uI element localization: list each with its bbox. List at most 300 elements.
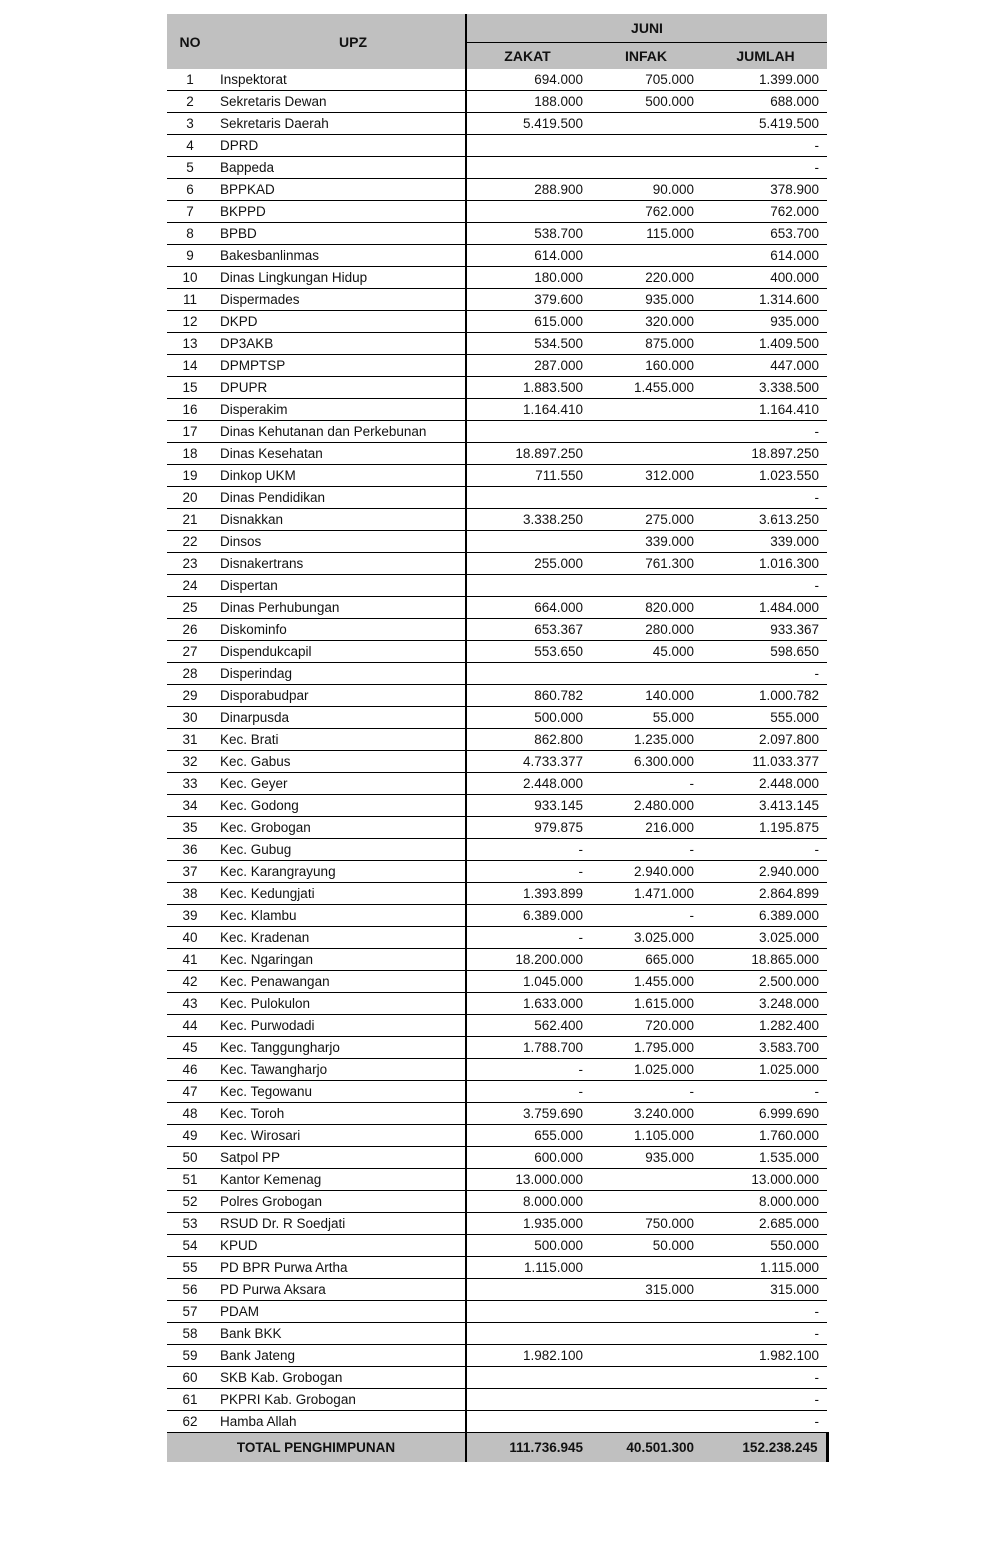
- cell-infak: -: [588, 773, 704, 795]
- cell-zakat: 4.733.377: [466, 751, 588, 773]
- cell-zakat: [466, 201, 588, 223]
- cell-jumlah: -: [704, 1301, 827, 1323]
- table-row: [167, 531, 827, 553]
- cell-jumlah: 1.982.100: [704, 1345, 827, 1367]
- cell-infak: [588, 1257, 704, 1279]
- cell-jumlah: 13.000.000: [704, 1169, 827, 1191]
- cell-zakat: 933.145: [466, 795, 588, 817]
- cell-zakat: 694.000: [466, 69, 588, 91]
- table-row: [167, 201, 827, 223]
- cell-no: 39: [167, 905, 213, 927]
- cell-infak: 50.000: [588, 1235, 704, 1257]
- cell-upz: Dinas Kesehatan: [213, 443, 466, 465]
- cell-jumlah: 339.000: [704, 531, 827, 553]
- cell-upz: Kec. Godong: [213, 795, 466, 817]
- table-row: [167, 1279, 827, 1301]
- table-row: [167, 575, 827, 597]
- total-jumlah: 152.238.245: [704, 1433, 827, 1463]
- cell-zakat: [466, 1323, 588, 1345]
- cell-jumlah: -: [704, 421, 827, 443]
- cell-jumlah: 11.033.377: [704, 751, 827, 773]
- cell-jumlah: 6.999.690: [704, 1103, 827, 1125]
- cell-no: 31: [167, 729, 213, 751]
- zakat-report-sheet: [167, 14, 827, 1462]
- table-row: [167, 69, 827, 91]
- cell-no: 62: [167, 1411, 213, 1433]
- cell-upz: RSUD Dr. R Soedjati: [213, 1213, 466, 1235]
- cell-zakat: 8.000.000: [466, 1191, 588, 1213]
- table-row: [167, 113, 827, 135]
- table-row: [167, 1411, 827, 1433]
- total-zakat: 111.736.945: [466, 1433, 588, 1463]
- table-row: [167, 685, 827, 707]
- cell-zakat: 979.875: [466, 817, 588, 839]
- cell-jumlah: 1.282.400: [704, 1015, 827, 1037]
- table-row: [167, 927, 827, 949]
- cell-jumlah: 3.338.500: [704, 377, 827, 399]
- cell-upz: DPUPR: [213, 377, 466, 399]
- table-row: [167, 157, 827, 179]
- cell-jumlah: 18.865.000: [704, 949, 827, 971]
- table-row: [167, 1059, 827, 1081]
- table-row: [167, 179, 827, 201]
- table-row: [167, 487, 827, 509]
- cell-zakat: [466, 1301, 588, 1323]
- cell-upz: Kec. Gubug: [213, 839, 466, 861]
- cell-upz: Disperindag: [213, 663, 466, 685]
- table-row: [167, 1037, 827, 1059]
- cell-zakat: -: [466, 927, 588, 949]
- table-row: [167, 817, 827, 839]
- cell-jumlah: 1.535.000: [704, 1147, 827, 1169]
- cell-no: 28: [167, 663, 213, 685]
- cell-no: 52: [167, 1191, 213, 1213]
- cell-zakat: [466, 135, 588, 157]
- cell-zakat: 287.000: [466, 355, 588, 377]
- cell-jumlah: 935.000: [704, 311, 827, 333]
- cell-no: 30: [167, 707, 213, 729]
- cell-jumlah: 1.000.782: [704, 685, 827, 707]
- cell-infak: 935.000: [588, 289, 704, 311]
- cell-no: 48: [167, 1103, 213, 1125]
- cell-zakat: 6.389.000: [466, 905, 588, 927]
- cell-jumlah: 2.500.000: [704, 971, 827, 993]
- cell-upz: Kec. Kedungjati: [213, 883, 466, 905]
- cell-no: 7: [167, 201, 213, 223]
- cell-infak: 1.795.000: [588, 1037, 704, 1059]
- cell-jumlah: 3.413.145: [704, 795, 827, 817]
- cell-no: 44: [167, 1015, 213, 1037]
- table-row: [167, 1125, 827, 1147]
- cell-upz: Disnakkan: [213, 509, 466, 531]
- cell-upz: Kec. Geyer: [213, 773, 466, 795]
- cell-upz: Dinas Perhubungan: [213, 597, 466, 619]
- cell-jumlah: 3.583.700: [704, 1037, 827, 1059]
- cell-zakat: 653.367: [466, 619, 588, 641]
- cell-infak: 339.000: [588, 531, 704, 553]
- cell-zakat: 255.000: [466, 553, 588, 575]
- cell-zakat: 1.788.700: [466, 1037, 588, 1059]
- cell-upz: BPBD: [213, 223, 466, 245]
- cell-jumlah: 1.314.600: [704, 289, 827, 311]
- table-row: [167, 355, 827, 377]
- cell-no: 33: [167, 773, 213, 795]
- table-row: [167, 1367, 827, 1389]
- cell-no: 3: [167, 113, 213, 135]
- cell-no: 47: [167, 1081, 213, 1103]
- cell-no: 1: [167, 69, 213, 91]
- cell-no: 36: [167, 839, 213, 861]
- cell-infak: [588, 663, 704, 685]
- cell-infak: 1.471.000: [588, 883, 704, 905]
- cell-no: 45: [167, 1037, 213, 1059]
- table-row: [167, 773, 827, 795]
- cell-infak: 1.455.000: [588, 377, 704, 399]
- cell-no: 54: [167, 1235, 213, 1257]
- table-row: [167, 1213, 827, 1235]
- cell-zakat: -: [466, 1059, 588, 1081]
- cell-upz: Hamba Allah: [213, 1411, 466, 1433]
- cell-upz: Kec. Wirosari: [213, 1125, 466, 1147]
- cell-zakat: 615.000: [466, 311, 588, 333]
- cell-upz: DPRD: [213, 135, 466, 157]
- cell-jumlah: 8.000.000: [704, 1191, 827, 1213]
- cell-zakat: 600.000: [466, 1147, 588, 1169]
- cell-jumlah: 18.897.250: [704, 443, 827, 465]
- table-row: [167, 509, 827, 531]
- table-body: [167, 69, 827, 1433]
- cell-zakat: [466, 575, 588, 597]
- cell-upz: Dinas Pendidikan: [213, 487, 466, 509]
- cell-zakat: 379.600: [466, 289, 588, 311]
- cell-jumlah: 555.000: [704, 707, 827, 729]
- cell-zakat: [466, 1389, 588, 1411]
- cell-zakat: 711.550: [466, 465, 588, 487]
- cell-upz: Kec. Ngaringan: [213, 949, 466, 971]
- cell-zakat: 655.000: [466, 1125, 588, 1147]
- table-row: [167, 949, 827, 971]
- cell-infak: 500.000: [588, 91, 704, 113]
- cell-zakat: [466, 1411, 588, 1433]
- cell-jumlah: 315.000: [704, 1279, 827, 1301]
- cell-jumlah: -: [704, 663, 827, 685]
- cell-zakat: 553.650: [466, 641, 588, 663]
- cell-jumlah: 598.650: [704, 641, 827, 663]
- cell-no: 58: [167, 1323, 213, 1345]
- cell-upz: Dinas Lingkungan Hidup: [213, 267, 466, 289]
- cell-infak: 115.000: [588, 223, 704, 245]
- cell-jumlah: 447.000: [704, 355, 827, 377]
- cell-no: 29: [167, 685, 213, 707]
- table-row: [167, 641, 827, 663]
- cell-jumlah: -: [704, 157, 827, 179]
- cell-zakat: 1.935.000: [466, 1213, 588, 1235]
- table-row: [167, 663, 827, 685]
- cell-jumlah: 1.115.000: [704, 1257, 827, 1279]
- cell-no: 51: [167, 1169, 213, 1191]
- cell-no: 38: [167, 883, 213, 905]
- cell-zakat: 188.000: [466, 91, 588, 113]
- total-label: TOTAL PENGHIMPUNAN: [167, 1433, 466, 1463]
- cell-no: 20: [167, 487, 213, 509]
- cell-zakat: 862.800: [466, 729, 588, 751]
- cell-zakat: 1.633.000: [466, 993, 588, 1015]
- cell-infak: 2.940.000: [588, 861, 704, 883]
- cell-zakat: 664.000: [466, 597, 588, 619]
- cell-infak: [588, 113, 704, 135]
- cell-jumlah: -: [704, 1411, 827, 1433]
- cell-jumlah: -: [704, 575, 827, 597]
- cell-infak: 705.000: [588, 69, 704, 91]
- table-row: [167, 905, 827, 927]
- cell-zakat: [466, 157, 588, 179]
- table-row: [167, 1323, 827, 1345]
- cell-jumlah: 1.025.000: [704, 1059, 827, 1081]
- cell-infak: 720.000: [588, 1015, 704, 1037]
- cell-no: 2: [167, 91, 213, 113]
- table-row: [167, 245, 827, 267]
- cell-no: 49: [167, 1125, 213, 1147]
- cell-upz: Disperakim: [213, 399, 466, 421]
- cell-no: 15: [167, 377, 213, 399]
- collection-table: [167, 14, 829, 1462]
- table-row: [167, 377, 827, 399]
- cell-upz: Kec. Purwodadi: [213, 1015, 466, 1037]
- cell-no: 14: [167, 355, 213, 377]
- cell-zakat: 18.200.000: [466, 949, 588, 971]
- cell-jumlah: 1.195.875: [704, 817, 827, 839]
- cell-jumlah: 2.940.000: [704, 861, 827, 883]
- cell-upz: PD BPR Purwa Artha: [213, 1257, 466, 1279]
- cell-jumlah: 2.448.000: [704, 773, 827, 795]
- cell-upz: Sekretaris Dewan: [213, 91, 466, 113]
- cell-jumlah: -: [704, 1081, 827, 1103]
- table-row: [167, 839, 827, 861]
- cell-infak: [588, 1345, 704, 1367]
- total-row: [167, 1433, 827, 1463]
- cell-infak: -: [588, 1081, 704, 1103]
- cell-infak: 220.000: [588, 267, 704, 289]
- table-row: [167, 795, 827, 817]
- cell-no: 25: [167, 597, 213, 619]
- cell-upz: Kec. Penawangan: [213, 971, 466, 993]
- cell-upz: Kec. Kradenan: [213, 927, 466, 949]
- cell-zakat: 1.982.100: [466, 1345, 588, 1367]
- cell-no: 37: [167, 861, 213, 883]
- cell-no: 8: [167, 223, 213, 245]
- cell-zakat: 534.500: [466, 333, 588, 355]
- cell-upz: Dinarpusda: [213, 707, 466, 729]
- header-zakat: ZAKAT: [466, 43, 588, 70]
- cell-upz: DKPD: [213, 311, 466, 333]
- table-row: [167, 751, 827, 773]
- table-row: [167, 619, 827, 641]
- cell-jumlah: 1.016.300: [704, 553, 827, 575]
- table-row: [167, 399, 827, 421]
- cell-jumlah: 1.399.000: [704, 69, 827, 91]
- cell-zakat: 562.400: [466, 1015, 588, 1037]
- cell-no: 57: [167, 1301, 213, 1323]
- cell-upz: PKPRI Kab. Grobogan: [213, 1389, 466, 1411]
- table-row: [167, 289, 827, 311]
- table-row: [167, 1081, 827, 1103]
- cell-infak: 750.000: [588, 1213, 704, 1235]
- cell-zakat: 1.045.000: [466, 971, 588, 993]
- cell-no: 18: [167, 443, 213, 465]
- cell-no: 60: [167, 1367, 213, 1389]
- cell-zakat: [466, 663, 588, 685]
- cell-jumlah: -: [704, 839, 827, 861]
- cell-infak: 315.000: [588, 1279, 704, 1301]
- cell-no: 11: [167, 289, 213, 311]
- cell-infak: 216.000: [588, 817, 704, 839]
- table-row: [167, 1147, 827, 1169]
- header-infak: INFAK: [588, 43, 704, 70]
- cell-zakat: 13.000.000: [466, 1169, 588, 1191]
- cell-infak: [588, 487, 704, 509]
- table-row: [167, 443, 827, 465]
- cell-no: 19: [167, 465, 213, 487]
- table-row: [167, 707, 827, 729]
- cell-infak: 1.455.000: [588, 971, 704, 993]
- cell-no: 26: [167, 619, 213, 641]
- cell-no: 35: [167, 817, 213, 839]
- cell-jumlah: -: [704, 1323, 827, 1345]
- table-row: [167, 1103, 827, 1125]
- cell-upz: Dispertan: [213, 575, 466, 597]
- cell-upz: Kantor Kemenag: [213, 1169, 466, 1191]
- total-infak: 40.501.300: [588, 1433, 704, 1463]
- cell-upz: Satpol PP: [213, 1147, 466, 1169]
- cell-infak: 3.025.000: [588, 927, 704, 949]
- cell-infak: 160.000: [588, 355, 704, 377]
- table-row: [167, 861, 827, 883]
- cell-no: 4: [167, 135, 213, 157]
- cell-zakat: 500.000: [466, 707, 588, 729]
- cell-upz: Inspektorat: [213, 69, 466, 91]
- cell-infak: 1.105.000: [588, 1125, 704, 1147]
- cell-infak: 875.000: [588, 333, 704, 355]
- table-row: [167, 1301, 827, 1323]
- cell-zakat: 1.115.000: [466, 1257, 588, 1279]
- cell-no: 32: [167, 751, 213, 773]
- cell-upz: Kec. Karangrayung: [213, 861, 466, 883]
- cell-zakat: 3.759.690: [466, 1103, 588, 1125]
- header-row-top: [167, 14, 827, 43]
- cell-infak: [588, 421, 704, 443]
- table-row: [167, 223, 827, 245]
- cell-zakat: -: [466, 1081, 588, 1103]
- table-row: [167, 333, 827, 355]
- cell-jumlah: 933.367: [704, 619, 827, 641]
- cell-zakat: 1.883.500: [466, 377, 588, 399]
- header-month: JUNI: [466, 14, 827, 43]
- cell-no: 16: [167, 399, 213, 421]
- cell-upz: Disporabudpar: [213, 685, 466, 707]
- cell-infak: 275.000: [588, 509, 704, 531]
- cell-zakat: -: [466, 839, 588, 861]
- cell-infak: 90.000: [588, 179, 704, 201]
- cell-upz: Kec. Brati: [213, 729, 466, 751]
- cell-upz: DP3AKB: [213, 333, 466, 355]
- cell-jumlah: 762.000: [704, 201, 827, 223]
- cell-no: 10: [167, 267, 213, 289]
- cell-infak: 1.615.000: [588, 993, 704, 1015]
- cell-zakat: 180.000: [466, 267, 588, 289]
- header-upz: UPZ: [213, 14, 466, 69]
- cell-jumlah: 378.900: [704, 179, 827, 201]
- cell-jumlah: 2.685.000: [704, 1213, 827, 1235]
- cell-no: 23: [167, 553, 213, 575]
- cell-upz: Dinsos: [213, 531, 466, 553]
- cell-jumlah: 1.023.550: [704, 465, 827, 487]
- cell-no: 13: [167, 333, 213, 355]
- cell-upz: Kec. Klambu: [213, 905, 466, 927]
- cell-jumlah: 400.000: [704, 267, 827, 289]
- cell-infak: 280.000: [588, 619, 704, 641]
- cell-infak: 1.235.000: [588, 729, 704, 751]
- cell-zakat: 5.419.500: [466, 113, 588, 135]
- table-row: [167, 729, 827, 751]
- cell-no: 55: [167, 1257, 213, 1279]
- cell-infak: 665.000: [588, 949, 704, 971]
- cell-jumlah: 614.000: [704, 245, 827, 267]
- cell-zakat: 860.782: [466, 685, 588, 707]
- cell-no: 6: [167, 179, 213, 201]
- cell-infak: [588, 1411, 704, 1433]
- cell-upz: SKB Kab. Grobogan: [213, 1367, 466, 1389]
- cell-no: 12: [167, 311, 213, 333]
- table-row: [167, 883, 827, 905]
- cell-infak: 820.000: [588, 597, 704, 619]
- cell-infak: [588, 1301, 704, 1323]
- table-row: [167, 465, 827, 487]
- cell-jumlah: -: [704, 135, 827, 157]
- cell-jumlah: -: [704, 1367, 827, 1389]
- cell-zakat: 288.900: [466, 179, 588, 201]
- cell-jumlah: 1.760.000: [704, 1125, 827, 1147]
- cell-no: 34: [167, 795, 213, 817]
- cell-infak: [588, 1367, 704, 1389]
- cell-upz: Kec. Gabus: [213, 751, 466, 773]
- cell-no: 61: [167, 1389, 213, 1411]
- cell-no: 53: [167, 1213, 213, 1235]
- cell-upz: Dispermades: [213, 289, 466, 311]
- cell-jumlah: 5.419.500: [704, 113, 827, 135]
- cell-infak: [588, 443, 704, 465]
- cell-infak: [588, 1191, 704, 1213]
- cell-zakat: 2.448.000: [466, 773, 588, 795]
- cell-infak: 6.300.000: [588, 751, 704, 773]
- cell-jumlah: 2.864.899: [704, 883, 827, 905]
- cell-infak: [588, 245, 704, 267]
- header-no: NO: [167, 14, 213, 69]
- cell-jumlah: 1.164.410: [704, 399, 827, 421]
- cell-upz: Kec. Pulokulon: [213, 993, 466, 1015]
- cell-infak: 55.000: [588, 707, 704, 729]
- cell-no: 46: [167, 1059, 213, 1081]
- cell-no: 42: [167, 971, 213, 993]
- table-row: [167, 267, 827, 289]
- cell-upz: Sekretaris Daerah: [213, 113, 466, 135]
- table-row: [167, 1191, 827, 1213]
- cell-upz: BKPPD: [213, 201, 466, 223]
- cell-infak: [588, 135, 704, 157]
- cell-upz: Bappeda: [213, 157, 466, 179]
- cell-no: 27: [167, 641, 213, 663]
- cell-zakat: 18.897.250: [466, 443, 588, 465]
- cell-upz: Polres Grobogan: [213, 1191, 466, 1213]
